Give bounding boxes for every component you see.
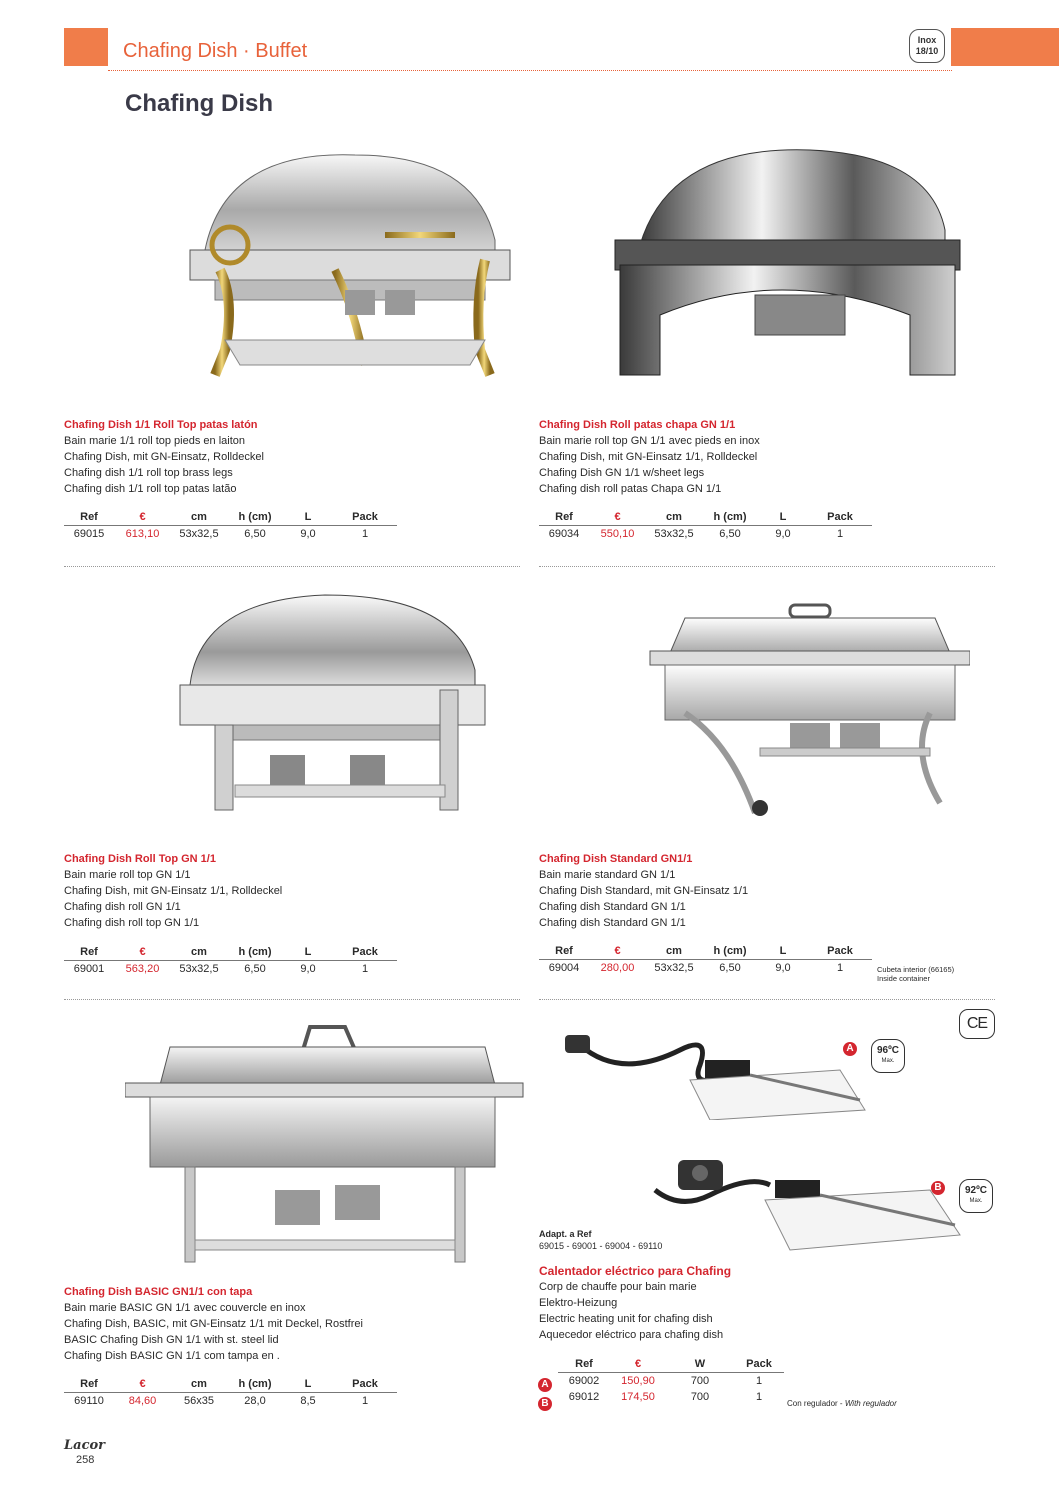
cell-height: 6,50 (244, 963, 266, 976)
cell-price: 563,20 (125, 963, 160, 976)
col-watts: W (666, 1358, 734, 1372)
inside-container-note (877, 965, 954, 983)
spec-row (64, 960, 397, 976)
col-height: h (cm) (227, 946, 283, 960)
col-price: € (114, 1378, 171, 1392)
col-price: € (114, 946, 171, 960)
header-accent-left (64, 28, 108, 66)
product-block-69015 (64, 418, 484, 497)
header-divider (108, 70, 952, 71)
cell-cm: 56x35 (184, 1395, 214, 1408)
product-desc-line: Bain marie 1/1 roll top pieds en laiton (64, 435, 245, 447)
spec-row (539, 525, 872, 541)
section-separator (64, 999, 520, 1000)
cell-cm: 53x32,5 (179, 528, 219, 541)
inside-container-note-line1: Cubeta interior (66165) (877, 965, 955, 974)
cell-cm: 53x32,5 (654, 528, 694, 541)
spec-table-69015 (64, 511, 397, 541)
cell-pack: 1 (755, 1391, 763, 1403)
regulator-note-text: Con regulador - (787, 1399, 845, 1408)
cell-price: 280,00 (600, 962, 635, 975)
cell-height: 6,50 (719, 962, 741, 975)
product-desc-line: Chafing Dish, BASIC, mit GN-Einsatz 1/1 mit Deckel, Rostfrei (64, 1318, 363, 1330)
brand-logo: Lacor (64, 1438, 105, 1453)
product-desc-line: Chafing dish roll GN 1/1 (64, 901, 181, 913)
spec-table-69004 (539, 945, 872, 975)
cell-l: 9,0 (775, 528, 791, 541)
col-cm: cm (171, 1378, 227, 1392)
cell-l: 9,0 (300, 963, 316, 976)
spec-row (558, 1372, 784, 1388)
section-separator (539, 566, 995, 567)
col-price: € (589, 511, 646, 525)
cell-ref: 69110 (74, 1395, 104, 1408)
product-block-69001 (64, 852, 484, 931)
row-label-a-icon: A (538, 1378, 552, 1392)
product-desc-line: Chafing dish Standard GN 1/1 (539, 901, 686, 913)
cell-height: 6,50 (719, 528, 741, 541)
cell-ref: 69002 (568, 1375, 600, 1388)
cell-ref: 69001 (73, 963, 105, 976)
product-photo-roll-top (175, 590, 490, 815)
product-desc-line: Bain marie roll top GN 1/1 avec pieds en inox (539, 435, 760, 447)
product-desc-line: BASIC Chafing Dish GN 1/1 with st. steel lid (64, 1334, 279, 1346)
cell-cm: 53x32,5 (179, 963, 219, 976)
inox-badge-line2: 18/10 (915, 46, 939, 56)
cell-ref: 69015 (73, 528, 105, 541)
col-ref: Ref (64, 1378, 114, 1392)
product-name: Chafing Dish 1/1 Roll Top patas latón (64, 419, 258, 431)
product-name: Chafing Dish Standard GN1/1 (539, 853, 693, 865)
product-name: Chafing Dish BASIC GN1/1 con tapa (64, 1286, 253, 1298)
temp-badge-a-max: Max. (881, 1058, 895, 1064)
cell-l: 9,0 (300, 528, 316, 541)
inside-container-note-line2: Inside container (877, 974, 930, 983)
product-name: Chafing Dish Roll Top GN 1/1 (64, 853, 216, 865)
product-block-69004 (539, 852, 959, 931)
product-desc-line: Chafing Dish, mit GN-Einsatz 1/1, Rolldeckel (64, 885, 283, 897)
col-height: h (cm) (702, 945, 758, 959)
col-ref: Ref (539, 945, 589, 959)
regulator-note-italic: With regulador (844, 1399, 897, 1408)
col-pack: Pack (808, 945, 872, 959)
cell-height: 28,0 (244, 1395, 266, 1408)
col-pack: Pack (333, 1378, 397, 1392)
product-name: Calentador eléctrico para Chafing (539, 1264, 732, 1278)
spec-table-69034 (539, 511, 872, 541)
product-photo-standard (640, 603, 970, 823)
product-name: Chafing Dish Roll patas chapa GN 1/1 (539, 419, 736, 431)
product-desc-line: Bain marie BASIC GN 1/1 avec couvercle en inox (64, 1302, 306, 1314)
product-desc-line: Elektro-Heizung (539, 1297, 618, 1309)
spec-header-row (64, 946, 397, 960)
cell-pack: 1 (361, 963, 369, 976)
product-desc-line: Chafing dish 1/1 roll top patas latão (64, 483, 237, 495)
col-ref: Ref (558, 1358, 610, 1372)
spec-row (558, 1388, 784, 1404)
adapt-ref-list: 69015 - 69001 - 69004 - 69110 (539, 1241, 663, 1251)
cell-l: 8,5 (300, 1395, 316, 1408)
temp-badge-b (959, 1179, 993, 1213)
col-l: L (283, 511, 333, 525)
regulator-note (787, 1399, 897, 1408)
cell-ref: 69034 (548, 528, 580, 541)
spec-header-row (64, 511, 397, 525)
cell-pack: 1 (361, 528, 369, 541)
section-separator (539, 999, 995, 1000)
label-a-icon: A (843, 1042, 857, 1056)
cell-pack: 1 (361, 1395, 369, 1408)
product-desc-line: Chafing dish Standard GN 1/1 (539, 917, 686, 929)
col-height: h (cm) (227, 1378, 283, 1392)
col-l: L (758, 945, 808, 959)
cell-height: 6,50 (244, 528, 266, 541)
spec-header-row (64, 1378, 397, 1392)
spec-header-row (539, 511, 872, 525)
col-pack: Pack (734, 1358, 784, 1372)
spec-row (539, 959, 872, 975)
cell-watts: 700 (690, 1375, 710, 1388)
row-label-b-icon: B (538, 1397, 552, 1411)
cell-pack: 1 (836, 962, 844, 975)
section-separator (64, 566, 520, 567)
product-desc-line: Bain marie standard GN 1/1 (539, 869, 676, 881)
product-photo-roll-top-brass (185, 150, 515, 380)
heater-photo-a (560, 1020, 870, 1120)
temp-badge-b-max: Max. (969, 1198, 983, 1204)
col-pack: Pack (808, 511, 872, 525)
product-desc-line: Electric heating unit for chafing dish (539, 1313, 713, 1325)
product-block-heater (539, 1264, 959, 1343)
product-desc-line: Chafing Dish, mit GN-Einsatz 1/1, Rolldeckel (539, 451, 758, 463)
product-block-69034 (539, 418, 959, 497)
temp-badge-b-value: 92ºC (965, 1185, 987, 1196)
col-cm: cm (646, 511, 702, 525)
col-ref: Ref (64, 946, 114, 960)
spec-header-row (539, 945, 872, 959)
cell-ref: 69012 (568, 1391, 600, 1403)
col-price: € (114, 511, 171, 525)
col-height: h (cm) (702, 511, 758, 525)
product-photo-basic (125, 1025, 525, 1275)
product-desc-line: Chafing Dish GN 1/1 w/sheet legs (539, 467, 705, 479)
spec-table-69110 (64, 1378, 397, 1408)
cell-ref: 69004 (548, 962, 580, 975)
cell-price: 550,10 (600, 528, 635, 541)
col-height: h (cm) (227, 511, 283, 525)
col-cm: cm (171, 946, 227, 960)
product-desc-line: Chafing Dish, mit GN-Einsatz, Rolldeckel (64, 451, 264, 463)
col-l: L (283, 946, 333, 960)
adapt-title: Adapt. a Ref (539, 1229, 592, 1239)
cell-price: 174,50 (621, 1391, 655, 1403)
label-b-icon: B (931, 1181, 945, 1195)
product-desc-line: Aquecedor eléctrico para chafing dish (539, 1329, 724, 1341)
product-photo-roll-sheet-legs (610, 145, 965, 385)
section-title: Chafing Dish · Buffet (123, 40, 308, 62)
page-title: Chafing Dish (125, 90, 273, 117)
product-desc-line: Chafing Dish Standard, mit GN-Einsatz 1/1 (539, 885, 749, 897)
col-ref: Ref (64, 511, 114, 525)
spec-row (64, 525, 397, 541)
col-cm: cm (646, 945, 702, 959)
heater-photo-b (650, 1155, 985, 1255)
col-price: € (610, 1358, 666, 1372)
product-desc-line: Chafing dish roll patas Chapa GN 1/1 (539, 483, 722, 495)
cell-cm: 53x32,5 (654, 962, 694, 975)
col-pack: Pack (333, 946, 397, 960)
inox-badge-line1: Inox (917, 35, 937, 45)
product-desc-line: Corp de chauffe pour bain marie (539, 1281, 697, 1293)
temp-badge-a (871, 1039, 905, 1073)
col-l: L (758, 511, 808, 525)
spec-table-69001 (64, 946, 397, 976)
col-pack: Pack (333, 511, 397, 525)
product-desc-line: Chafing Dish BASIC GN 1/1 com tampa en . (64, 1350, 280, 1362)
cell-pack: 1 (836, 528, 844, 541)
product-block-69110 (64, 1285, 484, 1364)
page-number: 258 (76, 1454, 95, 1466)
cell-pack: 1 (755, 1375, 763, 1388)
cell-l: 9,0 (775, 962, 791, 975)
product-desc-line: Chafing dish 1/1 roll top brass legs (64, 467, 233, 479)
cell-price: 613,10 (125, 528, 160, 541)
cell-price: 150,90 (621, 1375, 655, 1388)
inox-badge (909, 29, 945, 63)
product-desc-line: Chafing dish roll top GN 1/1 (64, 917, 200, 929)
cell-watts: 700 (690, 1391, 710, 1403)
ce-mark: CE (959, 1009, 995, 1039)
col-price: € (589, 945, 646, 959)
col-l: L (283, 1378, 333, 1392)
col-cm: cm (171, 511, 227, 525)
col-ref: Ref (539, 511, 589, 525)
header-accent-right (951, 28, 1059, 66)
spec-table-heater (558, 1358, 784, 1404)
product-desc-line: Bain marie roll top GN 1/1 (64, 869, 191, 881)
cell-price: 84,60 (128, 1395, 157, 1408)
spec-row (64, 1392, 397, 1408)
spec-header-row (558, 1358, 784, 1372)
adapt-refs (539, 1228, 662, 1252)
temp-badge-a-value: 96ºC (877, 1045, 899, 1056)
